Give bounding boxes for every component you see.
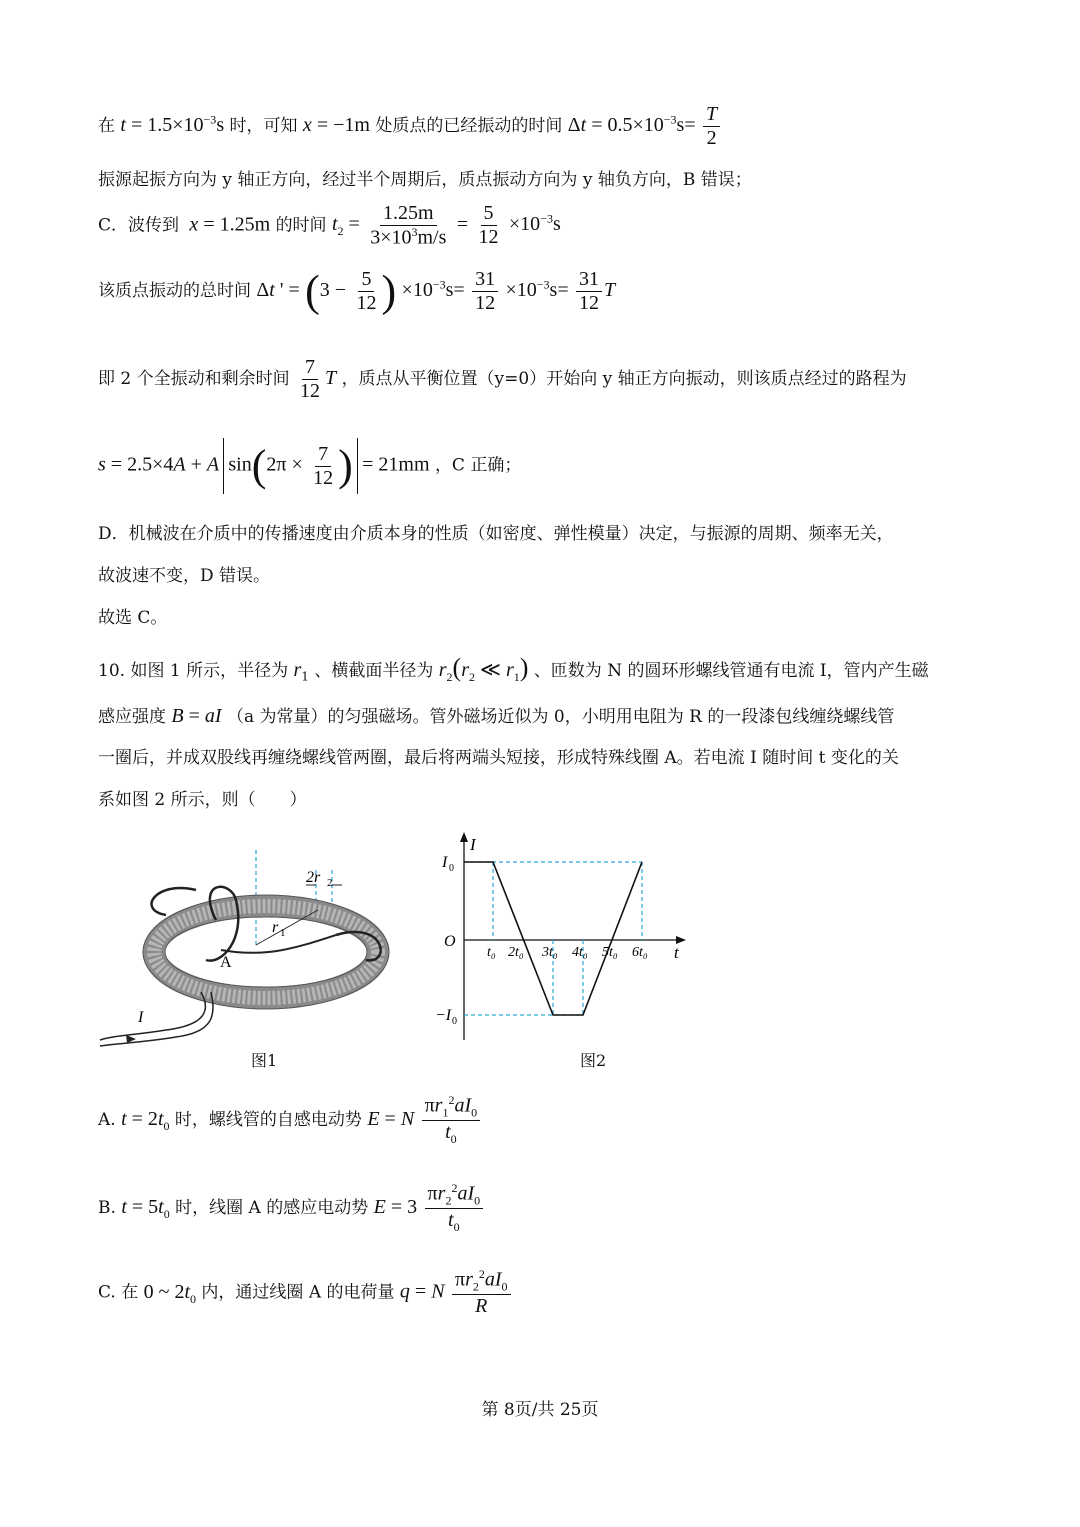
label-r1-sub: 1 xyxy=(280,927,286,939)
tick-2t0: 2t₀ xyxy=(508,945,524,960)
option-A: A. $t = 2t_0$ 时，螺线管的自感电动势 E = N $\frac{\pi r_1^2aI_0}{t_0}$ xyxy=(98,1094,482,1147)
question-10-line-4 xyxy=(98,790,307,810)
solution-line-7 xyxy=(98,524,894,544)
tick-5t0: 5t₀ xyxy=(602,945,618,960)
text: B. xyxy=(98,1198,116,1219)
text: 一圈后，并成双股线再缠绕螺线管两圈，最后将两端头短接，形成特殊线圈 A。若电流 I 随时间 t 变化的关 xyxy=(98,748,899,768)
tick-t0: t₀ xyxy=(487,945,496,960)
text: 、横截面半径为 xyxy=(314,661,434,681)
tick-3t0: 3t₀ xyxy=(542,945,558,960)
option-C: C. 在 0 ~ $2t_0$ 内，通过线圈 A 的电荷量 q = N $\frac{\pi r_2^2aI_0}{R}$ xyxy=(98,1268,513,1318)
text: 时，可知 xyxy=(229,116,298,136)
figure-1-caption: 图1 xyxy=(251,1051,278,1070)
solution-line-5: 即 2 个全振动和剩余时间 $\frac{7}{12}$ T ，质点从平衡位置（y=0）开始向 y 轴正方向振动，则该质点经过的路程为 xyxy=(98,356,907,402)
text: 故波速不变，D 错误。 xyxy=(98,566,271,586)
question-10-line-1: 10. 如图 1 所示，半径为 $r_1$ 、横截面半径为 $r_2(r_2$ ≪ $r_1$) 、匝数为 N 的圆环形螺线管通有电流 I，管内产生磁 xyxy=(98,653,929,684)
solution-line-4: 该质点振动的总时间 Δt ' = (3 − $\frac{5}{12}$ ) $\times 10^{-3}s=$ $\frac{31}{12}$ $\times 10^{-3}s=$ $\frac{31}{12}$ T xyxy=(98,266,616,316)
text: 处质点的已经振动的时间 xyxy=(375,116,563,136)
figure-1-toroid xyxy=(96,840,396,1055)
option-B: B. $t = 5t_0$ 时，线圈 A 的感应电动势 E = 3 $\frac{\pi r_2^2aI_0}{t_0}$ xyxy=(98,1182,485,1235)
text: D．机械波在介质中的传播速度由介质本身的性质（如密度、弹性模量）决定，与振源的周期、频率无关， xyxy=(98,524,894,544)
text: ，C 正确； xyxy=(434,455,522,476)
page-footer: 第 8页/共 25页 xyxy=(481,1400,599,1420)
figure-2-caption: 图2 xyxy=(580,1051,607,1070)
text: ，质点从平衡位置（y=0）开始向 y 轴正方向振动，则该质点经过的路程为 xyxy=(341,369,907,389)
solution-line-9 xyxy=(98,608,167,628)
text: A. xyxy=(98,1110,116,1131)
text: 在 xyxy=(98,116,115,136)
label-coil-A: A xyxy=(220,954,232,971)
label-I0: I xyxy=(442,854,448,871)
question-10-line-3 xyxy=(98,748,899,768)
label-2r2-sub: 2 xyxy=(327,877,333,889)
solution-line-2 xyxy=(98,170,752,190)
question-10-line-2: 感应强度 B = aI （a 为常量）的匀强磁场。管外磁场近似为 0，小明用电阻为 R 的一段漆包线缠绕螺线管 xyxy=(98,705,895,727)
label-neg-I0-sub: 0 xyxy=(452,1016,457,1027)
label-I0-sub: 0 xyxy=(449,863,454,874)
figure-2-graph xyxy=(432,828,692,1043)
solution-line-1: 在 $t = 1.5\times 10^{-3}s$ 时，可知 x = −1m 处质点的已经振动的时间 $\Delta t = 0.5\times 10^{-3}s=$ $\frac{T}{2}$ xyxy=(98,103,722,150)
axis-label-I: I xyxy=(470,835,476,854)
label-r1: r xyxy=(272,919,279,936)
tick-6t0: 6t₀ xyxy=(632,945,648,960)
text: 振源起振方向为 y 轴正方向，经过半个周期后，质点振动方向为 y 轴负方向，B 错误； xyxy=(98,170,752,190)
solution-line-6: s = 2.5×4A + A sin(2π × $\frac{7}{12}$ ) = 21mm ，C 正确； xyxy=(98,438,521,494)
text: （a 为常量）的匀强磁场。管外磁场近似为 0，小明用电阻为 R 的一段漆包线缠绕螺线管 xyxy=(226,707,895,727)
tick-4t0: 4t₀ xyxy=(572,945,588,960)
text: 故选 C。 xyxy=(98,608,168,628)
axis-label-t: t xyxy=(674,943,679,962)
text: 系如图 2 所示，则（ ） xyxy=(98,790,307,810)
text: C. 在 xyxy=(98,1282,139,1303)
label-current-I: I xyxy=(138,1009,144,1026)
label-2r2: 2r xyxy=(306,869,321,886)
text: 时，螺线管的自感电动势 xyxy=(174,1110,362,1131)
solution-line-3: C．波传到 x = 1.25m 的时间 $t_2$ = $\frac{1.25m}{3\times 10^3m/s}$ = $\frac{5}{12}$ $\times 10^{-3}s$ xyxy=(98,202,561,249)
text: 时，线圈 A 的感应电动势 xyxy=(175,1198,369,1219)
text: C．波传到 xyxy=(98,215,180,236)
solution-line-8 xyxy=(98,566,270,586)
text: 内，通过线圈 A 的电荷量 xyxy=(201,1282,395,1303)
label-neg-I0: −I xyxy=(435,1007,452,1024)
text: 感应强度 xyxy=(98,707,166,727)
origin-label: O xyxy=(444,933,456,950)
text: 、匝数为 N 的圆环形螺线管通有电流 I，管内产生磁 xyxy=(533,661,929,681)
text: 即 2 个全振动和剩余时间 xyxy=(98,369,290,389)
text: 10. 如图 1 所示，半径为 xyxy=(98,661,289,681)
text: 的时间 xyxy=(275,215,327,236)
text: 该质点振动的总时间 xyxy=(98,281,251,301)
